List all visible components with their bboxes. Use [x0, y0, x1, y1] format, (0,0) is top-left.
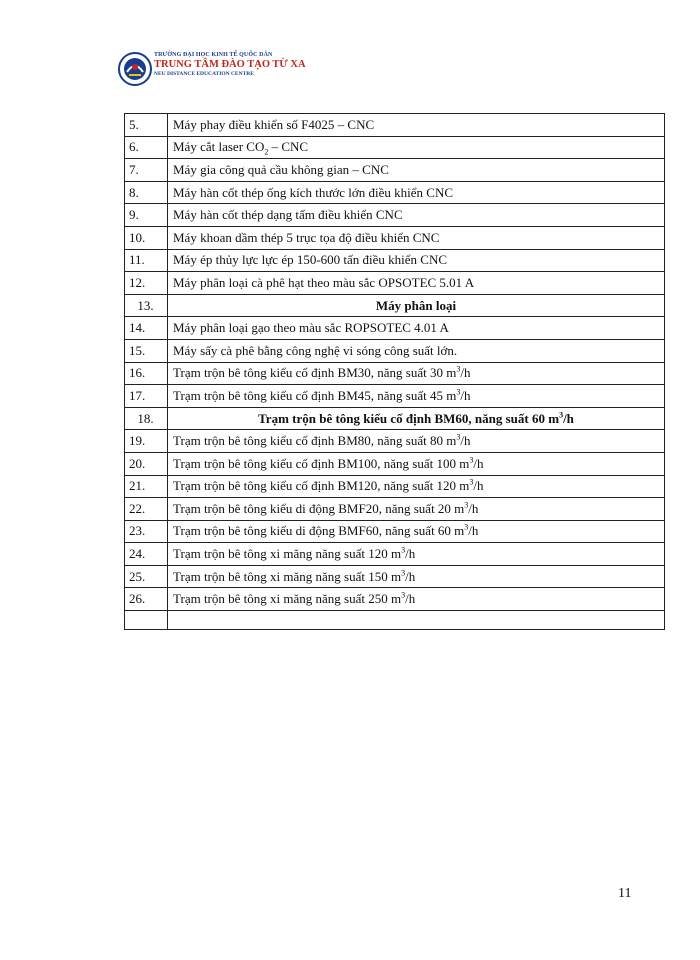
superscript: 3	[456, 365, 461, 374]
name-text: Trạm trộn bê tông kiểu cố định BM30, năng suất 30 m	[173, 365, 457, 381]
row-equipment-name: Máy phân loại cà phê hạt theo màu sắc OPSOTEC 5.01 A	[168, 272, 665, 295]
row-number: 25.	[125, 565, 168, 588]
superscript: 3	[456, 387, 461, 397]
name-text: Trạm trộn bê tông kiểu di động BMF60, năng suất 60 m	[173, 523, 465, 539]
row-number: 19.	[125, 430, 168, 453]
row-number: 10.	[125, 226, 168, 249]
row-number: 18.	[125, 407, 168, 430]
table-row	[125, 520, 665, 543]
name-text: /h	[460, 433, 471, 449]
empty-cell	[168, 611, 665, 630]
row-number: 14.	[125, 317, 168, 340]
table-row	[125, 204, 665, 227]
table-body	[125, 114, 665, 630]
neu-logo-icon	[118, 52, 152, 86]
table-row	[125, 385, 665, 408]
row-equipment-name	[168, 498, 665, 521]
empty-cell	[125, 611, 168, 630]
row-equipment-name	[168, 543, 665, 566]
superscript: 3	[559, 410, 564, 420]
subscript: 2	[264, 147, 269, 157]
superscript: 3	[401, 568, 406, 578]
name-text: Trạm trộn bê tông xi măng năng suất 150 m	[173, 568, 402, 584]
table-row	[125, 226, 665, 249]
table-row	[125, 249, 665, 272]
name-text: /h	[473, 455, 484, 471]
row-number: 20.	[125, 452, 168, 475]
table-row	[125, 475, 665, 498]
name-text: Trạm trộn bê tông xi măng năng suất 250 m	[173, 591, 402, 607]
row-equipment-name: Máy sấy cà phê bằng công nghệ vi sóng công suất lớn.	[168, 339, 665, 362]
table-row	[125, 498, 665, 521]
name-text: Trạm trộn bê tông kiểu cố định BM100, năng suất 100 m	[173, 455, 470, 471]
row-equipment-name: Máy phay điều khiển số F4025 – CNC	[168, 114, 665, 137]
row-equipment-name	[168, 520, 665, 543]
row-number: 24.	[125, 543, 168, 566]
row-number: 8.	[125, 181, 168, 204]
table-row	[125, 565, 665, 588]
equipment-table	[124, 113, 665, 630]
row-number: 15.	[125, 339, 168, 362]
center-name-english: NEU DISTANCE EDUCATION CENTRE	[154, 71, 254, 77]
table-row	[125, 588, 665, 611]
table-row	[125, 452, 665, 475]
row-number: 23.	[125, 520, 168, 543]
table-row	[125, 339, 665, 362]
row-equipment-name: Máy phân loại gạo theo màu sắc ROPSOTEC 4.01 A	[168, 317, 665, 340]
row-equipment-name	[168, 452, 665, 475]
table-row	[125, 543, 665, 566]
row-equipment-name	[168, 362, 665, 385]
row-number: 7.	[125, 159, 168, 182]
table-row	[125, 114, 665, 137]
name-text: /h	[460, 387, 471, 403]
table-row	[125, 181, 665, 204]
table-row	[125, 317, 665, 340]
superscript: 3	[464, 523, 469, 533]
name-text: /h	[405, 591, 416, 607]
name-text: Trạm trộn bê tông kiểu cố định BM45, năng suất 45 m	[173, 387, 457, 403]
name-text: Trạm trộn bê tông kiểu di động BMF20, năng suất 20 m	[173, 500, 465, 516]
row-number: 16.	[125, 362, 168, 385]
name-text: /h	[468, 523, 479, 539]
name-text: /h	[460, 365, 471, 381]
table-row	[125, 136, 665, 159]
row-number: 6.	[125, 136, 168, 159]
superscript: 3	[456, 432, 461, 442]
table-row	[125, 159, 665, 182]
row-number: 11.	[125, 249, 168, 272]
row-equipment-name: Máy khoan dầm thép 5 trục tọa độ điều khiển CNC	[168, 226, 665, 249]
row-number: 13.	[125, 294, 168, 317]
name-text: Trạm trộn bê tông kiểu cố định BM120, năng suất 120 m	[173, 478, 470, 494]
page-header	[118, 48, 318, 90]
page-number: 11	[618, 886, 632, 901]
row-equipment-name: Máy phân loại	[168, 294, 665, 317]
row-equipment-name	[168, 136, 665, 159]
table-row	[125, 407, 665, 430]
row-equipment-name	[168, 407, 665, 430]
row-equipment-name	[168, 385, 665, 408]
name-text: /h	[473, 478, 484, 494]
row-equipment-name	[168, 475, 665, 498]
row-equipment-name	[168, 565, 665, 588]
name-text: /h	[468, 500, 479, 516]
table-row-empty	[125, 611, 665, 630]
superscript: 3	[401, 590, 406, 600]
table-row	[125, 294, 665, 317]
row-number: 17.	[125, 385, 168, 408]
row-number: 5.	[125, 114, 168, 137]
row-number: 22.	[125, 498, 168, 521]
row-number: 9.	[125, 204, 168, 227]
row-equipment-name	[168, 430, 665, 453]
row-number: 26.	[125, 588, 168, 611]
name-text: Trạm trộn bê tông kiểu cố định BM60, năng suất 60 m	[258, 410, 560, 426]
name-text: – CNC	[268, 139, 309, 155]
row-equipment-name: Máy gia công quả cầu không gian – CNC	[168, 159, 665, 182]
name-text: /h	[405, 568, 416, 584]
row-equipment-name: Máy ép thủy lực lực ép 150-600 tấn điều khiển CNC	[168, 249, 665, 272]
row-equipment-name: Máy hàn cốt thép ống kích thước lớn điều khiển CNC	[168, 181, 665, 204]
center-name: TRUNG TÂM ĐÀO TẠO TỪ XA	[154, 59, 306, 70]
table-row	[125, 362, 665, 385]
name-text: Máy cắt laser CO	[173, 139, 265, 155]
row-equipment-name: Máy hàn cốt thép dạng tấm điều khiển CNC	[168, 204, 665, 227]
table-row	[125, 430, 665, 453]
superscript: 3	[469, 477, 474, 487]
superscript: 3	[401, 545, 406, 555]
logo-text	[154, 52, 306, 77]
table-row	[125, 272, 665, 295]
org-name-line: TRƯỜNG ĐẠI HỌC KINH TẾ QUỐC DÂN	[154, 52, 273, 58]
name-text: Trạm trộn bê tông kiểu cố định BM80, năng suất 80 m	[173, 433, 457, 449]
superscript: 3	[469, 455, 474, 465]
row-number: 21.	[125, 475, 168, 498]
name-text: /h	[405, 546, 416, 562]
name-text: /h	[563, 410, 574, 426]
row-number: 12.	[125, 272, 168, 295]
name-text: Trạm trộn bê tông xi măng năng suất 120 m	[173, 546, 402, 562]
row-equipment-name	[168, 588, 665, 611]
superscript: 3	[464, 500, 469, 510]
